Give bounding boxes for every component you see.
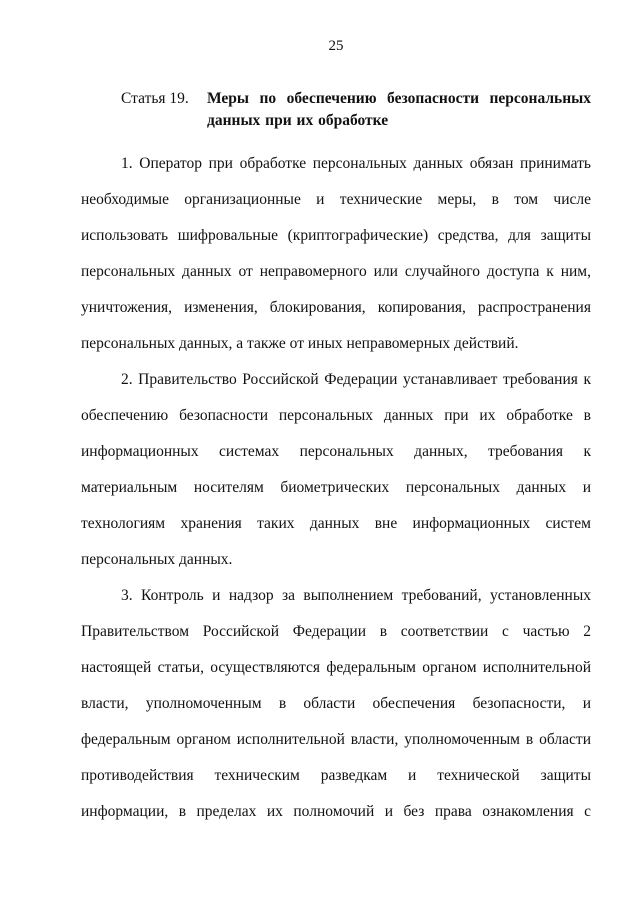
article-header xyxy=(121,88,591,132)
article-body xyxy=(81,146,591,830)
page-number: 25 xyxy=(328,38,344,54)
paragraph-2: 2. Правительство Российской Федерации устанавливает требования к обеспечению безопасности персональных данных при их обработке в информационных системах персональных данных, требования к материальным носителям биометрических персональных данных и технологиям хранения таких данных вне информационных систем персональных данных. xyxy=(81,371,591,568)
article-label: Статья 19. xyxy=(121,90,189,107)
article-title: Меры по обеспечению безопасности персональных данных при их обработке xyxy=(207,90,591,129)
paragraph-1: 1. Оператор при обработке персональных данных обязан принимать необходимые организационные и технические меры, в том числе использовать шифровальные (криптографические) средства, для защиты персональных данных от неправомерного или случайного доступа к ним, уничтожения, изменения, блокирования, копирования, распространения персональных данных, а также от иных неправомерных действий. xyxy=(81,155,591,352)
paragraph-3: 3. Контроль и надзор за выполнением требований, установленных Правительством Российской Федерации в соответствии с частью 2 настоящей статьи, осуществляются федеральным органом исполнительной власти, уполномоченным в области обеспечения безопасности, и федеральным органом исполнительной власти, уполномоченным в области противодействия техническим разведкам и технической защиты информации, в пределах их полномочий и без права ознакомления с xyxy=(81,587,591,820)
